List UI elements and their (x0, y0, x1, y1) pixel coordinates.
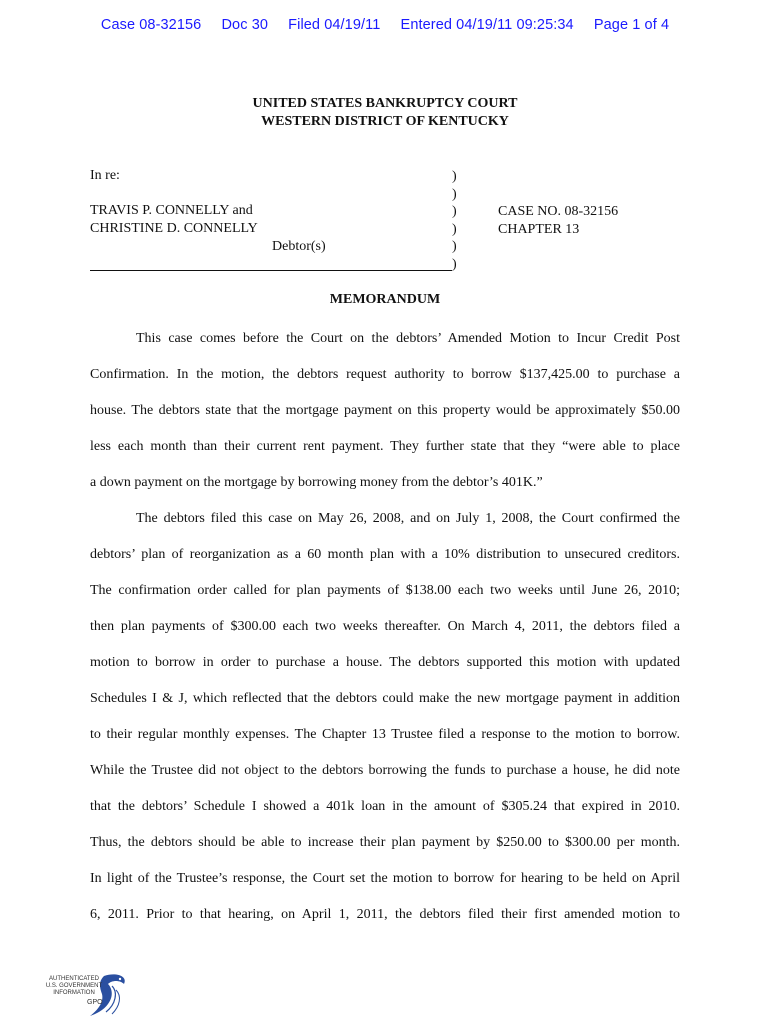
gpo-line: U.S. GOVERNMENT (45, 983, 103, 989)
case-number: CASE NO. 08-32156 (498, 204, 619, 219)
caption-paren: ) (452, 169, 457, 184)
body-line: Confirmation. In the motion, the debtors request authority to borrow $137,425.00 to purchase a (90, 367, 680, 382)
body-line: house. The debtors state that the mortgage payment on this property would be approximately $50.00 (90, 403, 680, 418)
debtor-name-2: CHRISTINE D. CONNELLY (90, 221, 258, 236)
case-number-stamp: Case 08-32156 (100, 17, 202, 33)
debtor-label: Debtor(s) (272, 239, 326, 254)
caption-paren: ) (452, 204, 457, 219)
gpo-mark: GPO (87, 999, 103, 1006)
filing-stamp (0, 17, 770, 33)
gpo-line: AUTHENTICATED (49, 976, 99, 982)
body-line: Thus, the debtors should be able to increase their plan payment by $250.00 to $300.00 per month. (90, 835, 680, 850)
court-name: UNITED STATES BANKRUPTCY COURT (252, 96, 518, 111)
body-line: Schedules I & J, which reflected that the debtors could make the new mortgage payment in addition (90, 691, 680, 706)
document-title: MEMORANDUM (329, 292, 441, 307)
filed-date-stamp: Filed 04/19/11 (288, 17, 381, 33)
in-re-label: In re: (90, 168, 120, 183)
gpo-line: INFORMATION (53, 990, 95, 996)
body-line: The confirmation order called for plan payments of $138.00 each two weeks until June 26, 2010; (90, 583, 680, 598)
court-district: WESTERN DISTRICT OF KENTUCKY (261, 114, 509, 129)
caption-paren: ) (452, 221, 457, 237)
body-line: debtors’ plan of reorganization as a 60 month plan with a 10% distribution to unsecured creditors. (90, 547, 680, 562)
debtor-name-1: TRAVIS P. CONNELLY and (90, 203, 253, 218)
body-line: In light of the Trustee’s response, the Court set the motion to borrow for hearing to be held on April (90, 871, 680, 886)
body-line: motion to borrow in order to purchase a house. The debtors supported this motion with updated (90, 655, 680, 670)
body-line: that the debtors’ Schedule I showed a 401k loan in the amount of $305.24 that expired in 2010. (90, 799, 680, 814)
court-heading (0, 95, 770, 131)
body-line: to their regular monthly expenses. The Chapter 13 Trustee filed a response to the motion to borrow. (90, 727, 680, 742)
entered-date-stamp: Entered 04/19/11 09:25:34 (400, 17, 574, 33)
caption-rule (90, 270, 452, 271)
caption-paren: ) (452, 239, 457, 254)
body-line: a down payment on the mortgage by borrowing money from the debtor’s 401K.” (90, 475, 543, 490)
chapter-number: CHAPTER 13 (498, 222, 580, 237)
body-line: This case comes before the Court on the debtors’ Amended Motion to Incur Credit Post (136, 331, 680, 346)
body-line: less each month than their current rent payment. They further state that they “were able to place (90, 439, 680, 454)
body-line: then plan payments of $300.00 each two weeks thereafter. On March 4, 2011, the debtors filed a (90, 619, 680, 634)
body-line: 6, 2011. Prior to that hearing, on April 1, 2011, the debtors filed their first amended motion to (90, 907, 680, 922)
page-count-stamp: Page 1 of 4 (593, 17, 670, 33)
body-line: While the Trustee did not object to the debtors borrowing the funds to purchase a house, he did note (90, 763, 680, 778)
caption-paren: ) (452, 186, 457, 202)
caption-paren: ) (452, 257, 457, 272)
gpo-authentication-text (44, 976, 104, 997)
body-line: The debtors filed this case on May 26, 2008, and on July 1, 2008, the Court confirmed the (136, 511, 680, 526)
doc-number-stamp: Doc 30 (221, 17, 269, 33)
